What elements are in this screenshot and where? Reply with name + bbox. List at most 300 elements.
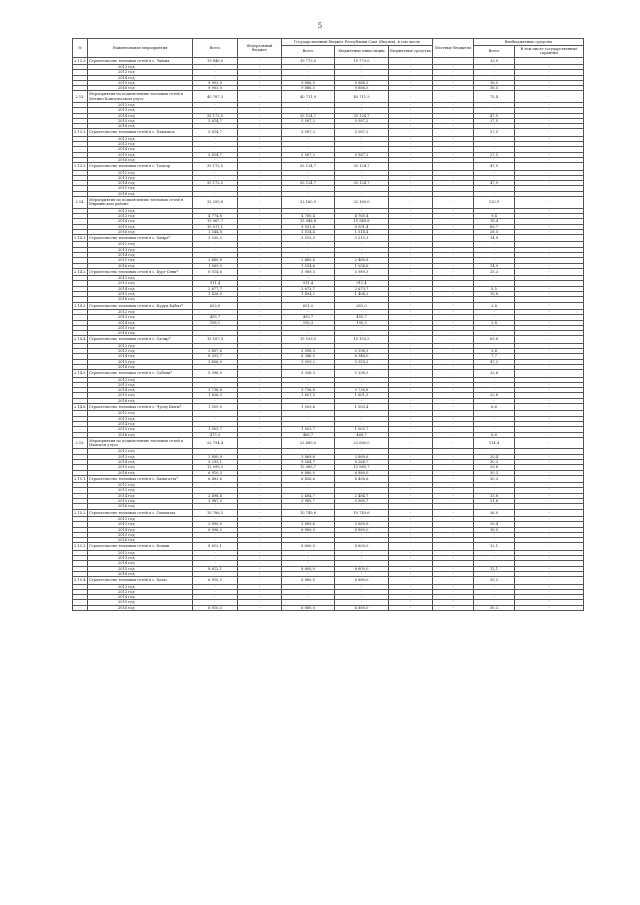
amount-cell: - xyxy=(433,483,474,488)
amount-cell: - xyxy=(335,364,389,369)
amount-cell: - xyxy=(515,235,584,242)
amount-cell: - xyxy=(433,411,474,416)
amount-cell: - xyxy=(389,208,433,213)
row-number: 2.15.1. xyxy=(74,476,87,481)
amount-cell: - xyxy=(238,325,282,330)
amount-cell: 12,1 xyxy=(474,566,515,571)
amount-cell: 6 880,0 xyxy=(282,527,335,532)
amount-cell: - xyxy=(389,527,433,532)
amount-cell: - xyxy=(282,253,335,258)
amount-cell: - xyxy=(515,595,584,600)
year-label: 2014 год xyxy=(88,493,193,498)
amount-cell: - xyxy=(389,437,433,449)
measure-name: Строительство тепловых сетей в с. Томтор xyxy=(88,163,193,170)
amount-cell: - xyxy=(433,561,474,566)
amount-cell: 1 503,4 xyxy=(282,404,335,411)
amount-cell: - xyxy=(282,504,335,509)
measure-name: Строительство тепловых сетей в с. Сымахтах xyxy=(88,509,193,516)
amount-cell: - xyxy=(238,527,282,532)
row-number: 2.14.6. xyxy=(74,405,87,410)
amount-cell: - xyxy=(282,382,335,387)
amount-cell: - xyxy=(389,475,433,482)
measure-row xyxy=(73,268,584,275)
amount-cell: 75,4 xyxy=(474,91,515,103)
amount-cell: - xyxy=(238,377,282,382)
year-label: 2012 год xyxy=(88,550,193,555)
amount-cell: - xyxy=(515,459,584,464)
amount-cell: - xyxy=(515,208,584,213)
amount-cell: - xyxy=(433,538,474,543)
amount-cell: - xyxy=(238,175,282,180)
amount-cell: - xyxy=(282,377,335,382)
amount-cell: - xyxy=(238,493,282,498)
amount-cell: 12 565,7 xyxy=(335,465,389,470)
amount-cell: - xyxy=(515,181,584,186)
amount-cell: - xyxy=(238,382,282,387)
amount-cell: - xyxy=(515,286,584,291)
amount-cell: - xyxy=(389,556,433,561)
amount-cell: - xyxy=(335,421,389,426)
amount-cell: - xyxy=(474,325,515,330)
amount-cell: 5 989,3 xyxy=(335,268,389,275)
year-label: 2014 год xyxy=(88,320,193,325)
amount-cell: - xyxy=(335,297,389,302)
amount-cell: - xyxy=(335,556,389,561)
amount-cell: 3 736,8 xyxy=(335,388,389,393)
year-label: 2012 год xyxy=(88,584,193,589)
amount-cell: - xyxy=(389,91,433,103)
amount-cell: 30,3 xyxy=(474,459,515,464)
amount-cell: 14,9 xyxy=(474,263,515,268)
amount-cell: 35 124,7 xyxy=(335,181,389,186)
amount-cell: 9 295,1 xyxy=(193,459,238,464)
amount-cell: - xyxy=(238,364,282,369)
amount-cell: - xyxy=(389,377,433,382)
amount-cell: 651,0 xyxy=(282,302,335,309)
amount-cell: - xyxy=(389,354,433,359)
amount-cell: - xyxy=(389,605,433,610)
amount-cell: - xyxy=(389,235,433,242)
measure-name: Строительство тепловых сетей в с. Сасыр* xyxy=(88,336,193,343)
amount-cell: 40 711,9 xyxy=(282,91,335,103)
amount-cell: - xyxy=(515,349,584,354)
amount-cell: 653,8 xyxy=(193,302,238,309)
amount-cell: - xyxy=(238,454,282,459)
amount-cell: - xyxy=(515,302,584,309)
year-label: 2015 год xyxy=(88,152,193,157)
year-label: 2014 год xyxy=(88,147,193,152)
year-label: 2013 год xyxy=(88,416,193,421)
year-label: 2014 год xyxy=(88,421,193,426)
amount-cell: 5 614,7 xyxy=(193,152,238,157)
amount-cell: - xyxy=(433,437,474,449)
amount-cell: - xyxy=(474,108,515,113)
amount-cell: - xyxy=(335,377,389,382)
amount-cell: 3 869,6 xyxy=(335,522,389,527)
amount-cell: - xyxy=(238,247,282,252)
measure-name: Строительство тепловых сетей в с. Хамагатта* xyxy=(88,475,193,482)
amount-cell: - xyxy=(515,297,584,302)
amount-cell: - xyxy=(282,589,335,594)
measure-name: Строительство тепловых сетей в с. Фомин xyxy=(88,543,193,550)
header-local: Местные бюджеты xyxy=(433,39,474,58)
amount-cell: - xyxy=(433,235,474,242)
amount-cell: - xyxy=(433,213,474,218)
amount-cell: - xyxy=(389,411,433,416)
amount-cell: - xyxy=(433,556,474,561)
amount-cell: 16,5 xyxy=(474,527,515,532)
amount-cell: - xyxy=(474,532,515,537)
amount-cell: - xyxy=(335,398,389,403)
amount-cell: 2 460,8 xyxy=(335,258,389,263)
amount-cell: - xyxy=(193,364,238,369)
amount-cell: 651,0 xyxy=(335,302,389,309)
amount-cell: - xyxy=(474,488,515,493)
row-number: 2.14.2. xyxy=(74,269,87,274)
amount-cell: - xyxy=(433,276,474,281)
amount-cell: - xyxy=(282,364,335,369)
header-budget-funds: Бюджетные средства xyxy=(389,46,433,57)
amount-cell: - xyxy=(238,449,282,454)
amount-cell: - xyxy=(282,532,335,537)
amount-cell: - xyxy=(389,488,433,493)
amount-cell: - xyxy=(389,416,433,421)
amount-cell: - xyxy=(474,315,515,320)
amount-cell: - xyxy=(515,292,584,297)
amount-cell: - xyxy=(335,175,389,180)
amount-cell: 2,8 xyxy=(474,302,515,309)
amount-cell: - xyxy=(389,253,433,258)
amount-cell: - xyxy=(474,382,515,387)
amount-cell: - xyxy=(515,370,584,377)
amount-cell: - xyxy=(238,86,282,91)
amount-cell: 32 160,0 xyxy=(335,197,389,209)
amount-cell: 33,0 xyxy=(474,57,515,64)
year-label: 2014 год xyxy=(88,113,193,118)
amount-cell: 1 514,4 xyxy=(282,229,335,234)
amount-cell: - xyxy=(515,556,584,561)
year-label: 2015 год xyxy=(88,224,193,229)
amount-cell: - xyxy=(389,70,433,75)
amount-cell: - xyxy=(474,538,515,543)
amount-cell: 3 530,3 xyxy=(193,235,238,242)
amount-cell: - xyxy=(389,359,433,364)
amount-cell: 6 456,6 xyxy=(335,475,389,482)
amount-cell: - xyxy=(433,605,474,610)
amount-cell: - xyxy=(282,142,335,147)
amount-cell: - xyxy=(193,325,238,330)
amount-cell: - xyxy=(389,538,433,543)
year-label: 2016 год xyxy=(88,86,193,91)
amount-cell: - xyxy=(389,483,433,488)
amount-cell: - xyxy=(474,170,515,175)
amount-cell: - xyxy=(389,393,433,398)
amount-cell: 7,7 xyxy=(474,354,515,359)
year-label: 2013 год xyxy=(88,522,193,527)
measure-name: Строительство тепловых сетей в с. Бург-Сяни* xyxy=(88,268,193,275)
amount-cell: - xyxy=(515,320,584,325)
amount-cell: 47,3 xyxy=(474,359,515,364)
amount-cell: - xyxy=(193,331,238,336)
amount-cell: - xyxy=(193,75,238,80)
amount-cell: - xyxy=(193,488,238,493)
measure-row xyxy=(73,197,584,209)
amount-cell: 10 749,6 xyxy=(335,509,389,516)
amount-cell: - xyxy=(335,532,389,537)
amount-cell: - xyxy=(474,388,515,393)
amount-cell: 35 172,5 xyxy=(193,181,238,186)
amount-cell: 20,4 xyxy=(474,454,515,459)
amount-cell: - xyxy=(433,197,474,209)
amount-cell: - xyxy=(335,253,389,258)
amount-cell: - xyxy=(515,309,584,314)
amount-cell: - xyxy=(515,124,584,129)
amount-cell: - xyxy=(474,297,515,302)
amount-cell: - xyxy=(238,465,282,470)
amount-cell: - xyxy=(474,142,515,147)
amount-cell: 6 896,5 xyxy=(193,527,238,532)
year-label: 2013 год xyxy=(88,247,193,252)
amount-cell: - xyxy=(433,297,474,302)
amount-cell: - xyxy=(389,142,433,147)
amount-cell: 2 673,7 xyxy=(282,286,335,291)
amount-cell: - xyxy=(515,561,584,566)
amount-cell: 1 601,5 xyxy=(282,393,335,398)
amount-cell: - xyxy=(389,493,433,498)
amount-cell: 22 794,4 xyxy=(193,437,238,449)
measure-row xyxy=(73,235,584,242)
amount-cell: - xyxy=(282,556,335,561)
year-label: 2016 год xyxy=(88,157,193,162)
amount-cell: 9,4 xyxy=(474,349,515,354)
amount-cell: - xyxy=(515,102,584,107)
amount-cell: - xyxy=(238,343,282,348)
amount-cell: - xyxy=(238,208,282,213)
row-number: 2.14.5. xyxy=(74,371,87,376)
amount-cell: 2 673,7 xyxy=(335,286,389,291)
amount-cell: - xyxy=(515,80,584,85)
amount-cell: - xyxy=(193,309,238,314)
amount-cell: - xyxy=(389,276,433,281)
amount-cell: - xyxy=(282,421,335,426)
amount-cell: - xyxy=(515,488,584,493)
amount-cell: 22 680,0 xyxy=(335,437,389,449)
amount-cell: - xyxy=(474,561,515,566)
amount-cell: - xyxy=(515,242,584,247)
amount-cell: 455,7 xyxy=(193,315,238,320)
amount-cell: - xyxy=(433,364,474,369)
amount-cell: - xyxy=(433,102,474,107)
amount-cell: 1 054,6 xyxy=(335,263,389,268)
amount-cell: - xyxy=(335,595,389,600)
amount-cell: - xyxy=(238,163,282,170)
amount-cell: - xyxy=(389,382,433,387)
measure-name: Строительство тепловых сетей в с. Павловск xyxy=(88,129,193,136)
amount-cell: - xyxy=(193,175,238,180)
amount-cell: - xyxy=(193,584,238,589)
amount-cell: - xyxy=(238,571,282,576)
amount-cell: 9 264,7 xyxy=(335,459,389,464)
amount-cell: - xyxy=(193,550,238,555)
year-label: 2012 год xyxy=(88,242,193,247)
amount-cell: - xyxy=(282,64,335,69)
amount-cell: 9 886,5 xyxy=(282,86,335,91)
amount-cell: - xyxy=(389,102,433,107)
amount-cell: 6 880,0 xyxy=(335,605,389,610)
amount-cell: - xyxy=(335,147,389,152)
amount-cell: - xyxy=(389,315,433,320)
year-label: 2016 год xyxy=(88,331,193,336)
amount-cell: - xyxy=(238,320,282,325)
amount-cell: - xyxy=(389,219,433,224)
amount-cell: - xyxy=(433,421,474,426)
year-label: 2015 год xyxy=(88,566,193,571)
amount-cell: - xyxy=(389,465,433,470)
year-label: 2016 год xyxy=(88,229,193,234)
amount-cell: 2 677,7 xyxy=(193,286,238,291)
year-label: 2016 год xyxy=(88,538,193,543)
amount-cell: 1 426,0 xyxy=(193,292,238,297)
amount-cell: - xyxy=(515,247,584,252)
amount-cell: - xyxy=(433,309,474,314)
row-number: 2.14.3. xyxy=(74,303,87,308)
amount-cell: - xyxy=(238,354,282,359)
amount-cell: - xyxy=(433,354,474,359)
amount-cell: - xyxy=(433,509,474,516)
amount-cell: 4 765,4 xyxy=(335,213,389,218)
amount-cell: - xyxy=(474,124,515,129)
amount-cell: 3 869,6 xyxy=(282,454,335,459)
year-label: 2016 год xyxy=(88,263,193,268)
amount-cell: - xyxy=(515,359,584,364)
measure-name: Мероприятия по подключению тепловых сетей в Мирнинском районе xyxy=(88,197,193,209)
amount-cell: - xyxy=(238,470,282,475)
amount-cell: 1 003,7 xyxy=(282,427,335,432)
amount-cell: 5 587,2 xyxy=(282,152,335,157)
amount-cell: 4 774,8 xyxy=(193,213,238,218)
amount-cell: - xyxy=(515,427,584,432)
header-federal: Федеральный бюджет xyxy=(238,39,282,58)
amount-cell: 114,4 xyxy=(474,437,515,449)
amount-cell: - xyxy=(515,605,584,610)
amount-cell: - xyxy=(335,483,389,488)
measure-name: Строительство тепловых сетей в с. Хамра* xyxy=(88,235,193,242)
amount-cell: - xyxy=(238,388,282,393)
amount-cell: 40 787,3 xyxy=(193,91,238,103)
amount-cell: 6 483,6 xyxy=(193,475,238,482)
amount-cell: 5 614,7 xyxy=(193,118,238,123)
amount-cell: - xyxy=(433,398,474,403)
amount-cell: - xyxy=(335,571,389,576)
row-number: 2.15.3. xyxy=(74,544,87,549)
amount-cell: - xyxy=(433,488,474,493)
amount-cell: - xyxy=(282,247,335,252)
amount-cell: - xyxy=(238,421,282,426)
amount-cell: 35 124,7 xyxy=(335,163,389,170)
amount-cell: - xyxy=(193,377,238,382)
amount-cell: - xyxy=(389,532,433,537)
amount-cell: - xyxy=(238,108,282,113)
amount-cell: 5 587,2 xyxy=(335,129,389,136)
amount-cell: 9 903,0 xyxy=(193,86,238,91)
amount-cell: - xyxy=(282,157,335,162)
amount-cell: - xyxy=(389,343,433,348)
year-label: 2015 год xyxy=(88,427,193,432)
amount-cell: - xyxy=(474,584,515,589)
amount-cell: - xyxy=(335,488,389,493)
amount-cell: - xyxy=(515,263,584,268)
amount-cell: - xyxy=(433,147,474,152)
amount-cell: - xyxy=(193,571,238,576)
year-row xyxy=(73,605,584,610)
amount-cell: - xyxy=(389,292,433,297)
amount-cell: 10 786,5 xyxy=(193,509,238,516)
amount-cell: - xyxy=(515,509,584,516)
amount-cell: - xyxy=(389,86,433,91)
amount-cell: - xyxy=(515,483,584,488)
amount-cell: 9 931,4 xyxy=(282,224,335,229)
amount-cell: - xyxy=(433,393,474,398)
amount-cell: - xyxy=(515,213,584,218)
amount-cell: - xyxy=(515,437,584,449)
amount-cell: - xyxy=(282,398,335,403)
amount-cell: - xyxy=(515,516,584,521)
amount-cell: - xyxy=(389,427,433,432)
amount-cell: - xyxy=(238,263,282,268)
year-label: 2013 год xyxy=(88,349,193,354)
year-label: 2012 год xyxy=(88,377,193,382)
amount-cell: - xyxy=(474,242,515,247)
amount-cell: - xyxy=(433,600,474,605)
amount-cell: - xyxy=(474,136,515,141)
amount-cell: - xyxy=(238,331,282,336)
amount-cell: - xyxy=(335,124,389,129)
amount-cell: - xyxy=(433,359,474,364)
year-label: 2014 год xyxy=(88,253,193,258)
year-label: 2014 год xyxy=(88,286,193,291)
amount-cell: - xyxy=(238,80,282,85)
amount-cell: - xyxy=(389,197,433,209)
amount-cell: - xyxy=(238,197,282,209)
amount-cell: - xyxy=(474,331,515,336)
amount-cell: 35 172,5 xyxy=(193,163,238,170)
amount-cell: 19 773,0 xyxy=(282,57,335,64)
amount-cell: 8 346,0 xyxy=(335,354,389,359)
amount-cell: - xyxy=(389,470,433,475)
header-investment: Бюджетные инвестиции xyxy=(335,46,389,57)
amount-cell: - xyxy=(389,550,433,555)
year-label: 2015 год xyxy=(88,393,193,398)
amount-cell: 6 880,0 xyxy=(335,470,389,475)
amount-cell: 911,4 xyxy=(335,281,389,286)
amount-cell: 69,7 xyxy=(474,224,515,229)
amount-cell: - xyxy=(193,416,238,421)
amount-cell: - xyxy=(335,584,389,589)
measure-name: Строительство тепловых сетей в с. Куруп-Бабыт* xyxy=(88,302,193,309)
amount-cell: - xyxy=(389,595,433,600)
amount-cell: - xyxy=(474,70,515,75)
amount-cell: 19,8 xyxy=(474,292,515,297)
amount-cell: - xyxy=(238,57,282,64)
amount-cell: 3 359,2 xyxy=(282,359,335,364)
amount-cell: - xyxy=(389,449,433,454)
amount-cell: 3 515,3 xyxy=(335,235,389,242)
amount-cell: - xyxy=(433,404,474,411)
amount-cell: - xyxy=(238,276,282,281)
amount-cell: 3 869,6 xyxy=(282,522,335,527)
amount-cell: - xyxy=(193,124,238,129)
amount-cell: - xyxy=(282,108,335,113)
